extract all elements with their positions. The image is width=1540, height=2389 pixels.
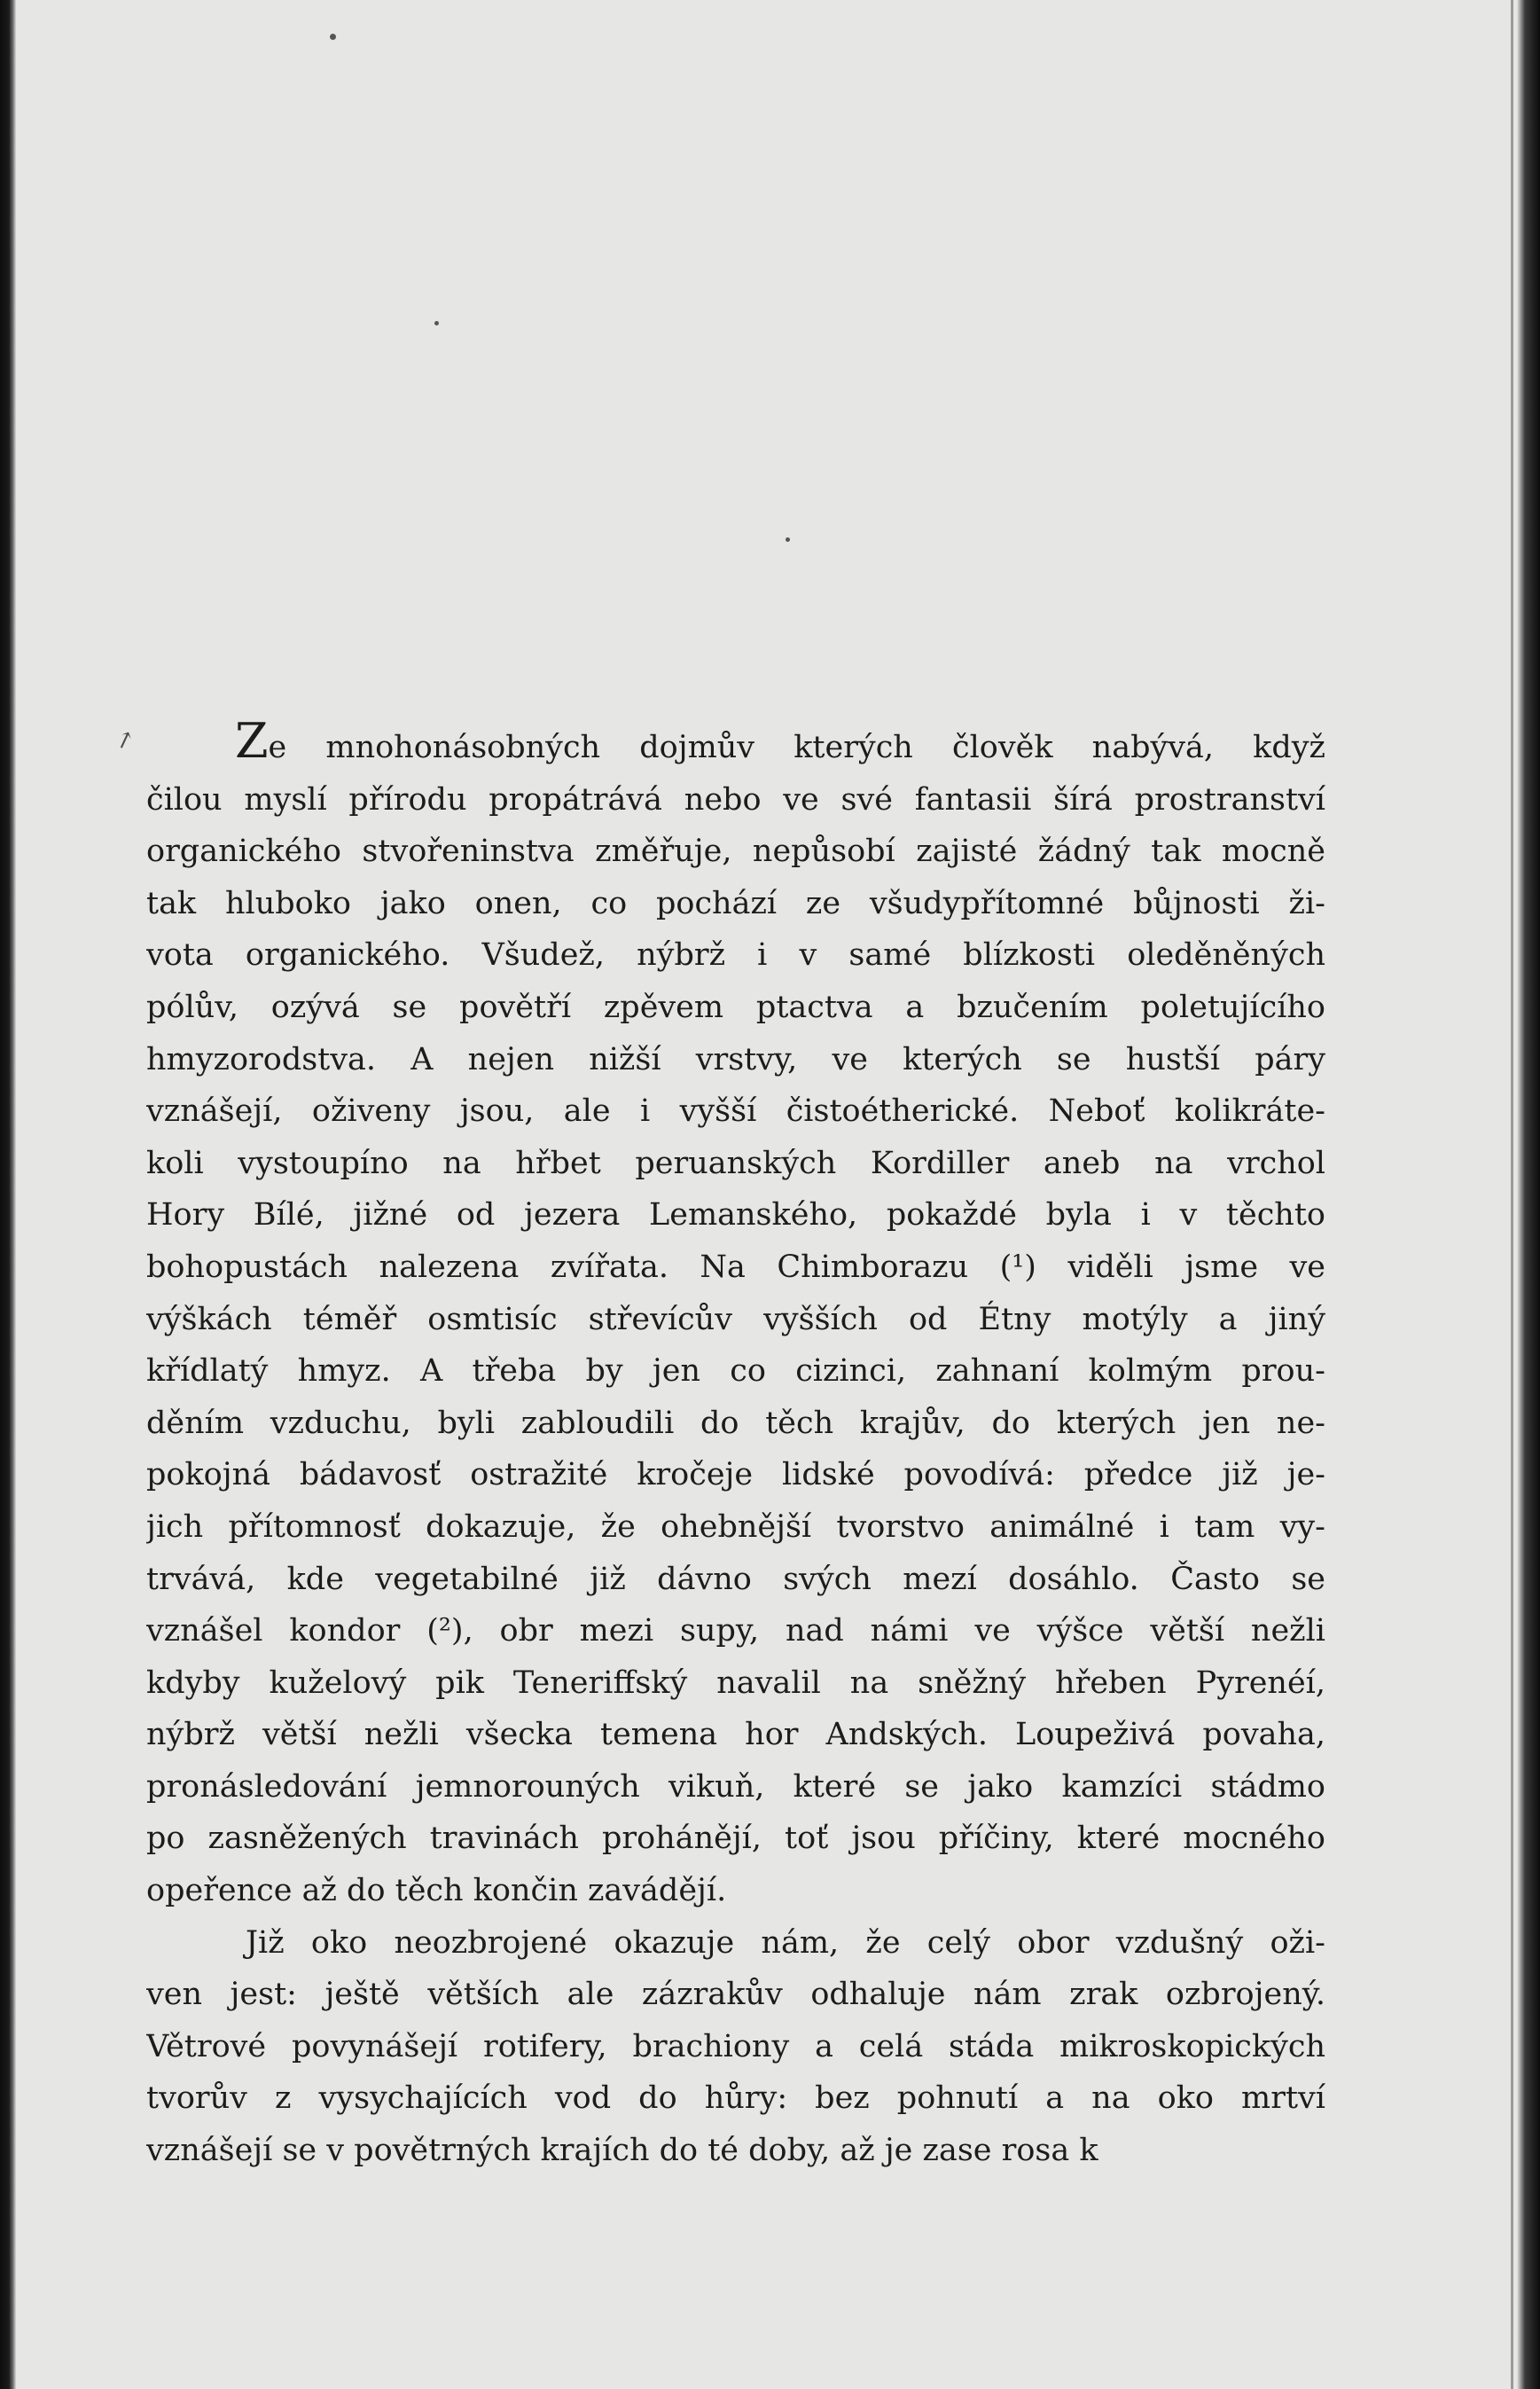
drop-cap: Z <box>235 722 269 769</box>
text-line: kdyby kuželový pik Teneriffský navalil na sněžný hřeben Pyrenéí, <box>146 1664 1325 1701</box>
text-line: pólův, ozývá se povětří zpěvem ptactva a bzučením poletujícího <box>146 989 1325 1025</box>
text-line: pokojná bádavosť ostražité kročeje lidské povodívá: předce již je- <box>146 1457 1325 1493</box>
text-line: opeřence až do těch končin zavádějí. <box>146 1873 727 1909</box>
text-line: bohopustách nalezena zvířata. Na Chimborazu (¹) viděli jsme ve <box>146 1249 1325 1285</box>
text-line: nýbrž větší nežli všecka temena hor Andských. Loupeživá povaha, <box>146 1717 1325 1753</box>
body-text <box>146 722 1325 2177</box>
dust-speck <box>330 34 336 40</box>
page-edge-line <box>1511 0 1513 2389</box>
text-line: vota organického. Všudež, nýbrž i v samé blízkosti oleděněných <box>146 937 1325 974</box>
text-line: jich přítomnosť dokazuje, že ohebnější tvorstvo animálné i tam vy- <box>146 1508 1325 1545</box>
text-line: děním vzduchu, byli zabloudili do těch krajův, do kterých jen ne- <box>146 1405 1325 1441</box>
text-line: po zasněžených travinách prohánějí, toť jsou příčiny, které mocného <box>146 1821 1325 1857</box>
dust-speck <box>434 321 439 325</box>
dust-speck <box>786 537 790 542</box>
text-line: vznášejí, oživeny jsou, ale i vyšší čistoétherické. Neboť kolikráte- <box>146 1093 1325 1130</box>
text-line: trvává, kde vegetabilné již dávno svých mezí dosáhlo. Často se <box>146 1561 1325 1597</box>
paragraph-1 <box>146 722 1325 1917</box>
book-spine-shadow <box>0 0 16 2389</box>
text-line: výškách téměř osmtisíc střevícův vyšších od Étny motýly a jiný <box>146 1301 1325 1337</box>
text-line: organického stvořeninstva změřuje, nepůsobí zajisté žádný tak mocně <box>146 834 1325 870</box>
text-line-rest: e mnohonásobných dojmův kterých člověk nabývá, když <box>268 730 1325 765</box>
text-line: pronásledování jemnorouných vikuň, které se jako kamzíci stádmo <box>146 1768 1325 1805</box>
text-line: tak hluboko jako onen, co pochází ze všudypřítomné bůjnosti ži- <box>146 885 1325 921</box>
paragraph-2 <box>146 1917 1325 2177</box>
text-line: tvorův z vysychajících vod do hůry: bez pohnutí a na oko mrtví <box>146 2080 1325 2117</box>
margin-pencil-mark: ↗ <box>111 725 139 756</box>
page-edge-shadow <box>1517 0 1540 2389</box>
text-line: Větrové povynášejí rotifery, brachiony a celá stáda mikroskopických <box>146 2028 1325 2064</box>
text-line: hmyzorodstva. A nejen nižší vrstvy, ve kterých se hustší páry <box>146 1041 1325 1077</box>
text-line: vznášejí se v povětrných krajích do té doby, až je zase rosa k <box>146 2133 1098 2169</box>
text-line: čilou myslí přírodu propátrává nebo ve své fantasii šírá prostranství <box>146 781 1325 818</box>
text-line <box>146 722 1325 774</box>
text-line: křídlatý hmyz. A třeba by jen co cizinci, zahnaní kolmým prou- <box>146 1353 1325 1390</box>
text-line: Hory Bílé, jižné od jezera Lemanského, pokaždé byla i v těchto <box>146 1197 1325 1234</box>
text-line: Již oko neozbrojené okazuje nám, že celý obor vzdušný oži- <box>246 1924 1325 1961</box>
text-line: vznášel kondor (²), obr mezi supy, nad námi ve výšce větší nežli <box>146 1613 1325 1649</box>
text-line: koli vystoupíno na hřbet peruanských Kordiller aneb na vrchol <box>146 1145 1325 1181</box>
text-line: ven jest: ještě větších ale zázrakův odhaluje nám zrak ozbrojený. <box>146 1977 1325 2013</box>
